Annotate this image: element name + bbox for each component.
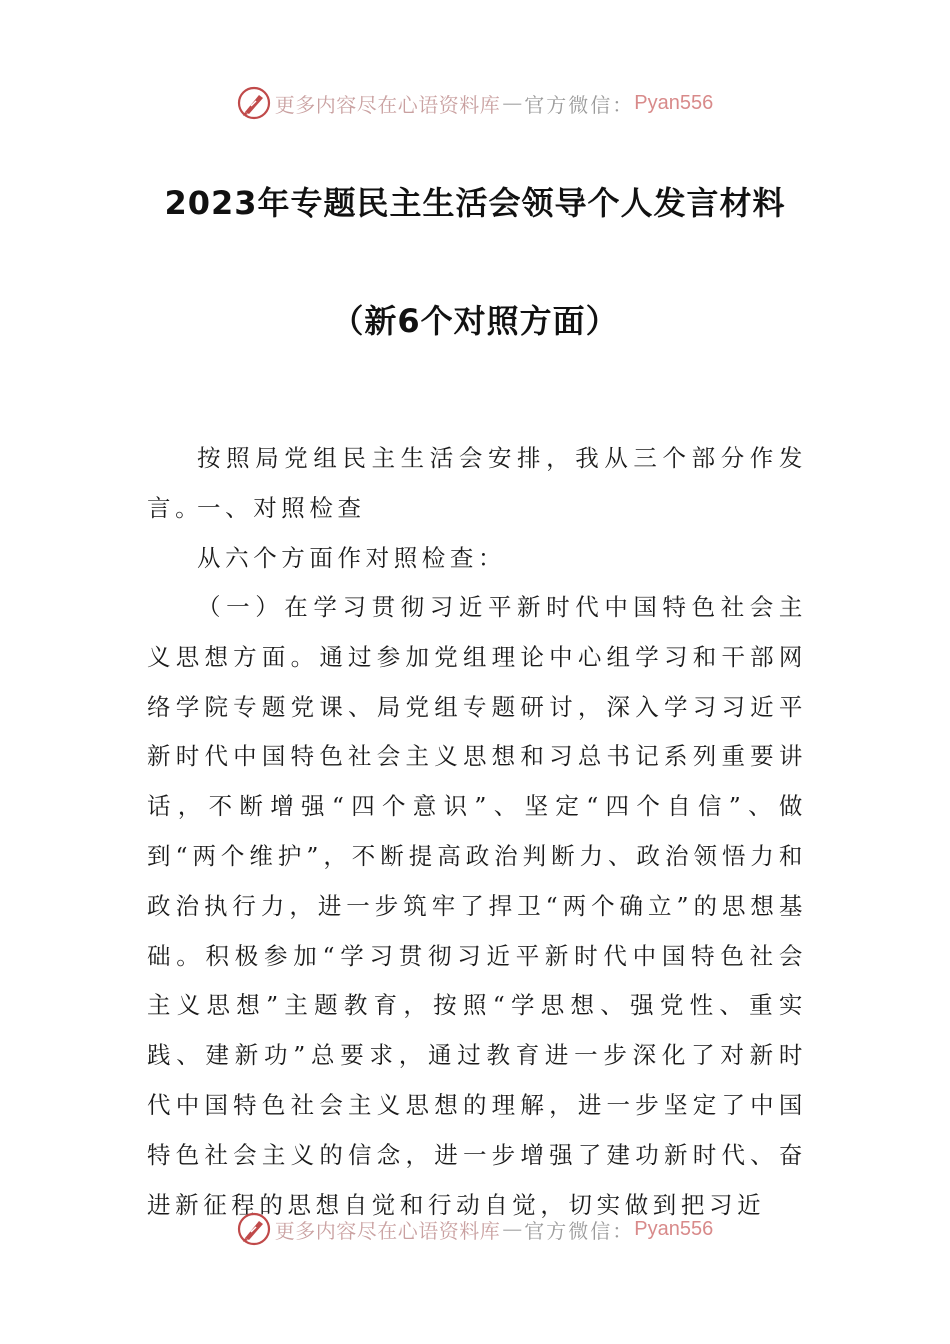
watermark-wechat-id: Pyan556 xyxy=(634,91,714,114)
section-lead-paragraph: 从六个方面作对照检查： xyxy=(197,544,507,572)
watermark-dash: — xyxy=(502,1217,523,1241)
watermark-site-text: 更多内容尽在心语资料库 xyxy=(274,92,501,117)
body-paragraph: （一）在学习贯彻习近平新时代中国特色社会主义思想方面。通过参加党组理论中心组学习和干部网络学院专题党课、局党组专题研讨，深入学习习近平新时代中国特色社会主义思想和习总书记系列重要讲话，不断增强“四个意识”、坚定“四个自信”、做到“两个维护”，不断提高政治判断力、政治领悟力和政治执行力，进一步筑牢了捍卫“两个确立”的思想基础。积极参加“学习贯彻习近平新时代中国特色社会主义思想”主题教育，按照“学思想、强党性、重实践、建新功”总要求，通过教育进一步深化了对新时代中国特色社会主义思想的理解，进一步坚定了中国特色社会主义的信念，进一步增强了建功新时代、奋进新征程的思想自觉和行动自觉，切实做到把习近 xyxy=(147,593,807,1219)
watermark-dash: — xyxy=(502,91,523,115)
watermark-wechat-id: Pyan556 xyxy=(634,1217,714,1240)
watermark-label: 官方微信： xyxy=(524,92,635,117)
watermark-label: 官方微信： xyxy=(524,1218,635,1243)
pen-nib-logo-icon xyxy=(237,86,271,120)
document-title: 2023年专题民主生活会领导个人发言材料 xyxy=(164,184,786,222)
intro-paragraph: 按照局党组民主生活会安排，我从三个部分作发言。 xyxy=(147,444,807,522)
watermark-header xyxy=(0,83,950,123)
pen-nib-logo-icon xyxy=(237,1212,271,1246)
watermark-site-text: 更多内容尽在心语资料库 xyxy=(274,1218,501,1243)
document-subtitle: （新6个对照方面） xyxy=(331,302,619,340)
watermark-footer xyxy=(0,1209,950,1249)
section-heading: 一、对照检查 xyxy=(197,494,366,522)
